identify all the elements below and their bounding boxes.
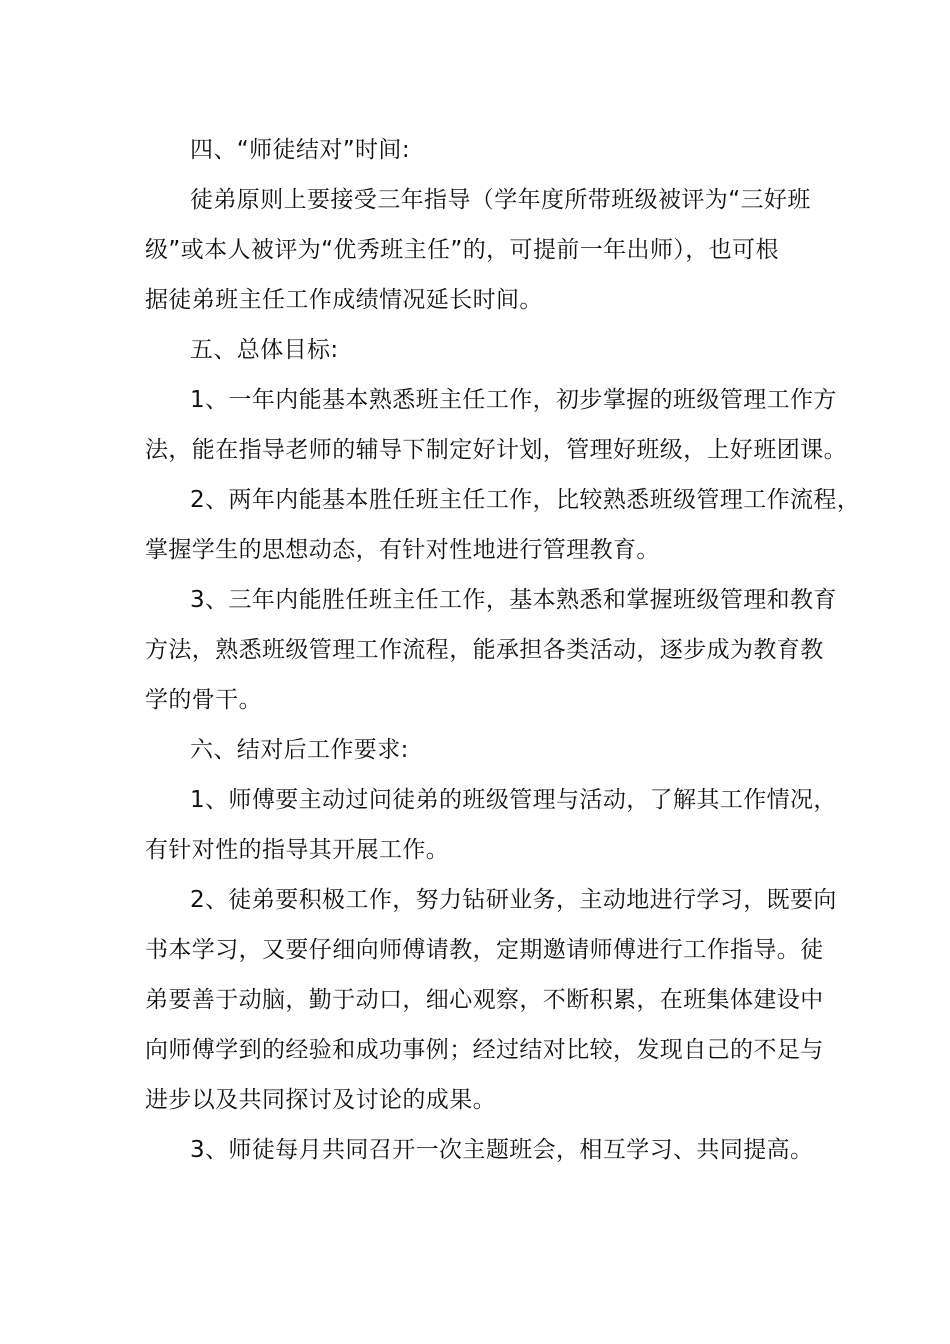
paragraph-line: 法，能在指导老师的辅导下制定好计划，管理好班级，上好班团课。 [145, 437, 847, 463]
paragraph-line: 据徒弟班主任工作成绩情况延长时间。 [145, 287, 543, 313]
paragraph-line: 1、一年内能基本熟悉班主任工作，初步掌握的班级管理工作方 [190, 387, 837, 413]
section-heading-4: 四、“师徒结对”时间: [190, 137, 410, 163]
paragraph-line: 有针对性的指导其开展工作。 [145, 837, 450, 863]
paragraph-line: 级”或本人被评为“优秀班主任”的，可提前一年出师），也可根 [145, 237, 779, 263]
paragraph-line: 进步以及共同探讨及讨论的成果。 [145, 1087, 496, 1113]
paragraph-line: 书本学习，又要仔细向师傅请教，定期邀请师傅进行工作指导。徒 [145, 937, 824, 963]
paragraph-line: 弟要善于动脑，勤于动口，细心观察，不断积累，在班集体建设中 [145, 987, 824, 1013]
paragraph-line: 2、徒弟要积极工作，努力钻研业务，主动地进行学习，既要向 [190, 887, 837, 913]
paragraph-line: 2、两年内能基本胜任班主任工作，比较熟悉班级管理工作流程， [190, 487, 861, 513]
section-heading-5: 五、总体目标: [190, 337, 339, 363]
paragraph-line: 1、师傅要主动过问徒弟的班级管理与活动，了解其工作情况， [190, 787, 837, 813]
paragraph-line: 掌握学生的思想动态，有针对性地进行管理教育。 [145, 537, 660, 563]
paragraph-line: 3、师徒每月共同召开一次主题班会，相互学习、共同提高。 [190, 1137, 814, 1163]
paragraph-line: 学的骨干。 [145, 687, 262, 713]
section-heading-6: 六、结对后工作要求: [190, 737, 409, 763]
paragraph-line: 向师傅学到的经验和成功事例；经过结对比较，发现自己的不足与 [145, 1037, 824, 1063]
paragraph-line: 徒弟原则上要接受三年指导（学年度所带班级被评为“三好班 [190, 187, 811, 213]
paragraph-line: 3、三年内能胜任班主任工作，基本熟悉和掌握班级管理和教育 [190, 587, 837, 613]
paragraph-line: 方法，熟悉班级管理工作流程，能承担各类活动，逐步成为教育教 [145, 637, 824, 663]
